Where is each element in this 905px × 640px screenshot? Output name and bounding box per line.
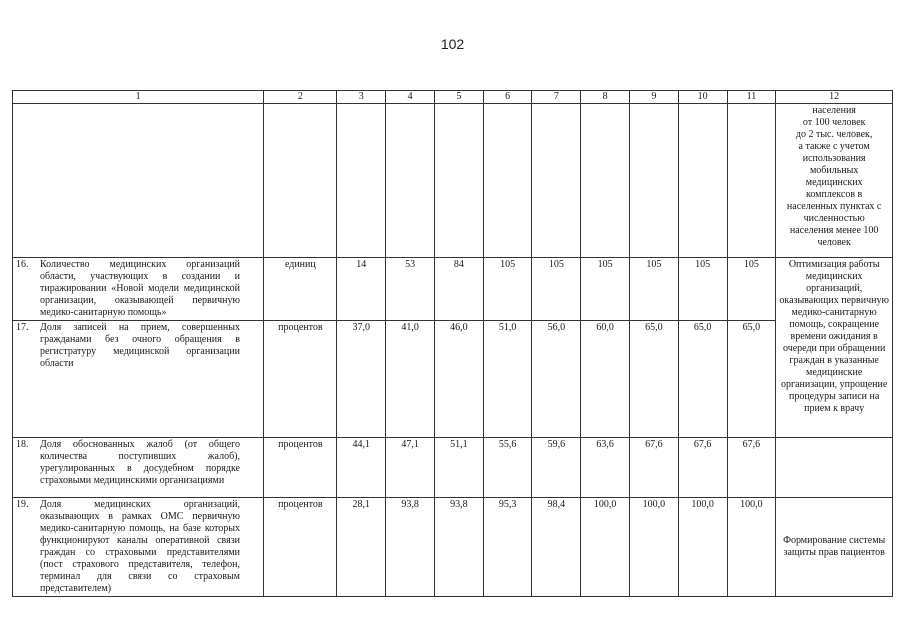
row-number: 19. <box>16 499 29 510</box>
value-cell: 37,0 <box>337 321 386 438</box>
value-cell: 59,6 <box>532 438 581 498</box>
value-cell: 53 <box>386 258 435 321</box>
value-cell: 100,0 <box>727 498 776 597</box>
value-cell: 55,6 <box>483 438 532 498</box>
continuation-row <box>13 104 893 258</box>
row-number: 18. <box>16 439 29 450</box>
value-cell: 14 <box>337 258 386 321</box>
indicator-name-cell <box>13 258 264 321</box>
table-row <box>13 438 893 498</box>
note-cell: Формирование системы защиты прав пациентов <box>776 498 893 597</box>
value-cell: 46,0 <box>434 321 483 438</box>
col-header-12: 12 <box>776 91 893 104</box>
value-cell: 100,0 <box>630 498 679 597</box>
value-cell: 44,1 <box>337 438 386 498</box>
col-header-11: 11 <box>727 91 776 104</box>
value-cell: 67,6 <box>678 438 727 498</box>
value-cell: 105 <box>630 258 679 321</box>
col-header-6: 6 <box>483 91 532 104</box>
value-cell: 60,0 <box>581 321 630 438</box>
value-cell: 65,0 <box>678 321 727 438</box>
page-number: 102 <box>440 36 465 52</box>
col-header-1: 1 <box>13 91 264 104</box>
value-cell: 47,1 <box>386 438 435 498</box>
value-cell: 84 <box>434 258 483 321</box>
unit-cell: процентов <box>264 321 337 438</box>
value-cell: 105 <box>483 258 532 321</box>
continued-note: населения от 100 человек до 2 тыс. человек, а также с учетом использования мобильных медицинских комплексов в населенных пунктах с численностью населения менее 100 человек <box>776 104 893 258</box>
indicator-name-cell <box>13 321 264 438</box>
value-cell: 63,6 <box>581 438 630 498</box>
value-cell: 67,6 <box>727 438 776 498</box>
col-header-9: 9 <box>630 91 679 104</box>
value-cell: 93,8 <box>434 498 483 597</box>
value-cell: 41,0 <box>386 321 435 438</box>
value-cell: 65,0 <box>630 321 679 438</box>
value-cell: 98,4 <box>532 498 581 597</box>
table-row <box>13 498 893 597</box>
indicator-name: Количество медицинских организаций области, участвующих в создании и тиражировании «Новой модели медицинской организации, оказывающей первичную медико-санитарную помощь» <box>40 259 240 318</box>
indicator-name: Доля обоснованных жалоб (от общего количества поступивших жалоб), урегулированных в досудебном порядке страховыми медицинскими организациями <box>40 439 240 486</box>
table-row <box>13 258 893 321</box>
col-header-7: 7 <box>532 91 581 104</box>
value-cell: 105 <box>581 258 630 321</box>
value-cell: 100,0 <box>678 498 727 597</box>
indicator-name-cell <box>13 498 264 597</box>
col-header-4: 4 <box>386 91 435 104</box>
note-cell-empty <box>776 438 893 498</box>
indicator-name: Доля записей на прием, совершенных гражданами без очного обращения в регистратуру медицинской организации области <box>40 322 240 369</box>
value-cell: 28,1 <box>337 498 386 597</box>
row-number: 16. <box>16 259 29 270</box>
col-header-8: 8 <box>581 91 630 104</box>
note-cell: Оптимизация работы медицинских организаций, оказывающих первичную медико-санитарную помощь, сокращение времени ожидания в очереди при обращении граждан в указанные медицинские организации, упрощение процедуры записи на прием к врачу <box>776 258 893 438</box>
column-number-row <box>13 91 893 104</box>
value-cell: 105 <box>678 258 727 321</box>
col-header-10: 10 <box>678 91 727 104</box>
value-cell: 67,6 <box>630 438 679 498</box>
value-cell: 51,0 <box>483 321 532 438</box>
value-cell: 93,8 <box>386 498 435 597</box>
col-header-5: 5 <box>434 91 483 104</box>
value-cell: 95,3 <box>483 498 532 597</box>
value-cell: 51,1 <box>434 438 483 498</box>
unit-cell: процентов <box>264 438 337 498</box>
value-cell: 105 <box>727 258 776 321</box>
unit-cell: процентов <box>264 498 337 597</box>
indicator-name: Доля медицинских организаций, оказывающих в рамках ОМС первичную медико-санитарную помощь, на базе которых функционируют каналы оперативной связи граждан со страховыми представителями (пост страхового представителя, телефон, терминал для связи со страховым представителем) <box>40 499 240 594</box>
value-cell: 105 <box>532 258 581 321</box>
col-header-2: 2 <box>264 91 337 104</box>
table-row <box>13 321 893 438</box>
row-number: 17. <box>16 322 29 333</box>
value-cell: 65,0 <box>727 321 776 438</box>
value-cell: 100,0 <box>581 498 630 597</box>
col-header-3: 3 <box>337 91 386 104</box>
indicators-table <box>12 90 893 597</box>
value-cell: 56,0 <box>532 321 581 438</box>
indicator-name-cell <box>13 438 264 498</box>
unit-cell: единиц <box>264 258 337 321</box>
